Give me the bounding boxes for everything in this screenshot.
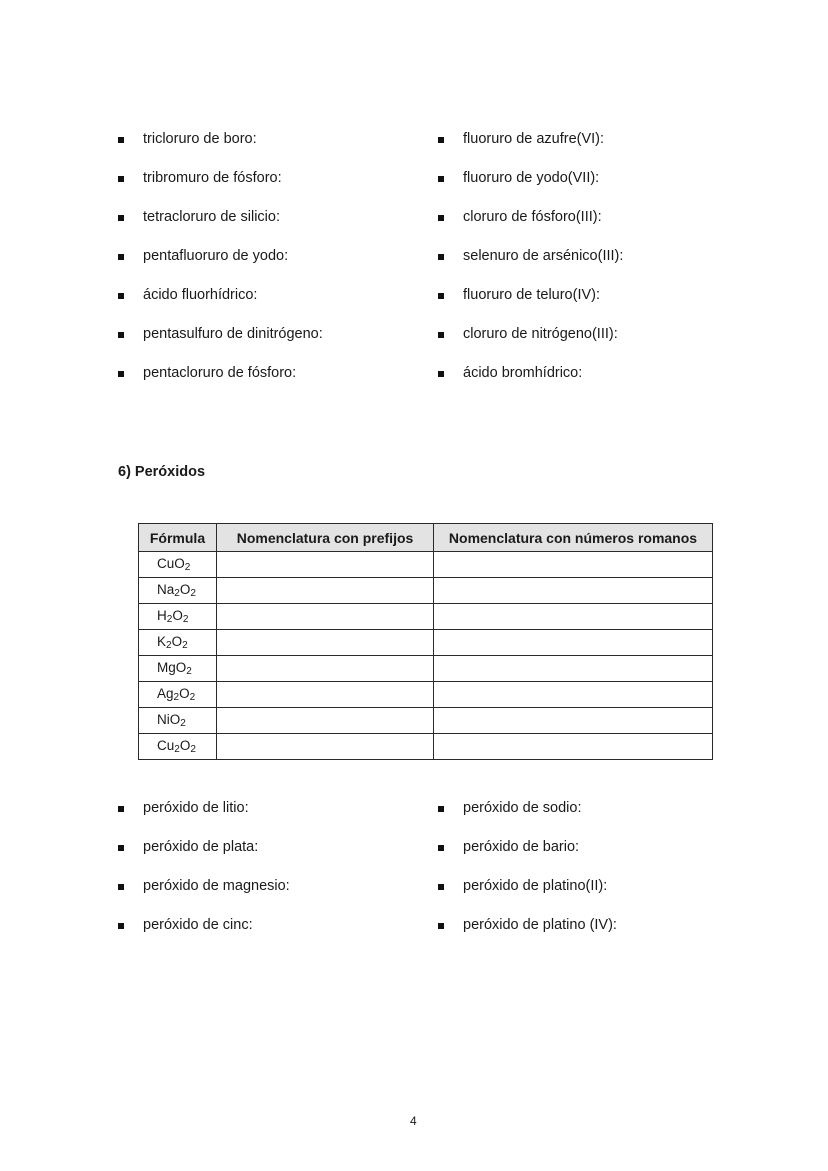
section-heading: 6) Peróxidos (118, 464, 206, 480)
formula-cell (139, 656, 217, 682)
bullet-icon (118, 254, 124, 260)
formula-subscript: 2 (166, 614, 173, 625)
formula-symbol: O (179, 686, 190, 701)
formula-symbol: Ag (157, 686, 174, 701)
answer-cell-roman[interactable] (434, 682, 713, 708)
table-header-row (139, 524, 713, 552)
formula-symbol: CuO (157, 556, 185, 571)
answer-cell-prefixes[interactable] (217, 682, 434, 708)
bullet-icon (438, 845, 444, 851)
formula-subscript: 2 (182, 614, 189, 625)
formula-cell (139, 708, 217, 734)
bullet-icon (118, 215, 124, 221)
table-row (139, 630, 713, 656)
bullet-icon (118, 884, 124, 890)
formula-symbol: MgO (157, 660, 187, 675)
answer-cell-roman[interactable] (434, 708, 713, 734)
table-row (139, 604, 713, 630)
answer-cell-roman[interactable] (434, 578, 713, 604)
table-row (139, 708, 713, 734)
formula-symbol: O (179, 738, 191, 753)
bullet-icon (438, 371, 444, 377)
bullet-icon (118, 332, 124, 338)
formula-subscript: 2 (190, 744, 196, 755)
bullet-icon (438, 137, 444, 143)
answer-cell-roman[interactable] (434, 630, 713, 656)
formula-subscript: 2 (182, 640, 188, 651)
bullet-icon (118, 371, 124, 377)
formula-cell (139, 734, 217, 760)
formula-subscript: 2 (174, 744, 180, 755)
formula-symbol: O (171, 634, 183, 649)
formula-cell (139, 552, 217, 578)
page-number: 4 (410, 1114, 417, 1128)
formula-subscript: 2 (173, 692, 180, 703)
formula-symbol: O (172, 608, 183, 623)
bullet-icon (118, 176, 124, 182)
formula-subscript: 2 (180, 718, 186, 729)
formula-subscript: 2 (189, 692, 196, 703)
bullet-icon (438, 254, 444, 260)
bullet-icon (118, 293, 124, 299)
bullet-icon (118, 845, 124, 851)
formula-subscript: 2 (190, 588, 196, 599)
answer-cell-roman[interactable] (434, 552, 713, 578)
answer-cell-prefixes[interactable] (217, 734, 434, 760)
bullet-icon (438, 923, 444, 929)
formula-subscript: 2 (174, 588, 180, 599)
bullet-icon (438, 884, 444, 890)
table-row (139, 552, 713, 578)
bullet-icon (438, 806, 444, 812)
bullet-icon (118, 806, 124, 812)
bullet-icon (438, 332, 444, 338)
formula-subscript: 2 (166, 640, 172, 651)
formula-symbol: O (179, 582, 191, 597)
bullet-icon (118, 137, 124, 143)
formula-subscript: 2 (184, 562, 191, 573)
bullet-icon (118, 923, 124, 929)
table-row (139, 656, 713, 682)
formula-symbol: K (157, 634, 167, 649)
formula-symbol: NiO (157, 712, 181, 727)
answer-cell-prefixes[interactable] (217, 578, 434, 604)
answer-cell-roman[interactable] (434, 734, 713, 760)
answer-cell-roman[interactable] (434, 604, 713, 630)
peroxides-table (138, 523, 713, 760)
answer-cell-roman[interactable] (434, 656, 713, 682)
table-row (139, 578, 713, 604)
answer-cell-prefixes[interactable] (217, 630, 434, 656)
column-header-formula: Fórmula (139, 524, 217, 552)
column-header-prefixes: Nomenclatura con prefijos (217, 524, 434, 552)
formula-symbol: Na (157, 582, 175, 597)
table-row (139, 734, 713, 760)
formula-cell (139, 682, 217, 708)
bullet-icon (438, 215, 444, 221)
formula-cell (139, 604, 217, 630)
answer-cell-prefixes[interactable] (217, 604, 434, 630)
bullet-icon (438, 293, 444, 299)
column-header-roman-numerals: Nomenclatura con números romanos (434, 524, 713, 552)
formula-cell (139, 630, 217, 656)
formula-symbol: H (157, 608, 167, 623)
answer-cell-prefixes[interactable] (217, 708, 434, 734)
formula-symbol: Cu (157, 738, 175, 753)
formula-subscript: 2 (186, 666, 192, 677)
table-row (139, 682, 713, 708)
answer-cell-prefixes[interactable] (217, 552, 434, 578)
bullet-icon (438, 176, 444, 182)
answer-cell-prefixes[interactable] (217, 656, 434, 682)
formula-cell (139, 578, 217, 604)
